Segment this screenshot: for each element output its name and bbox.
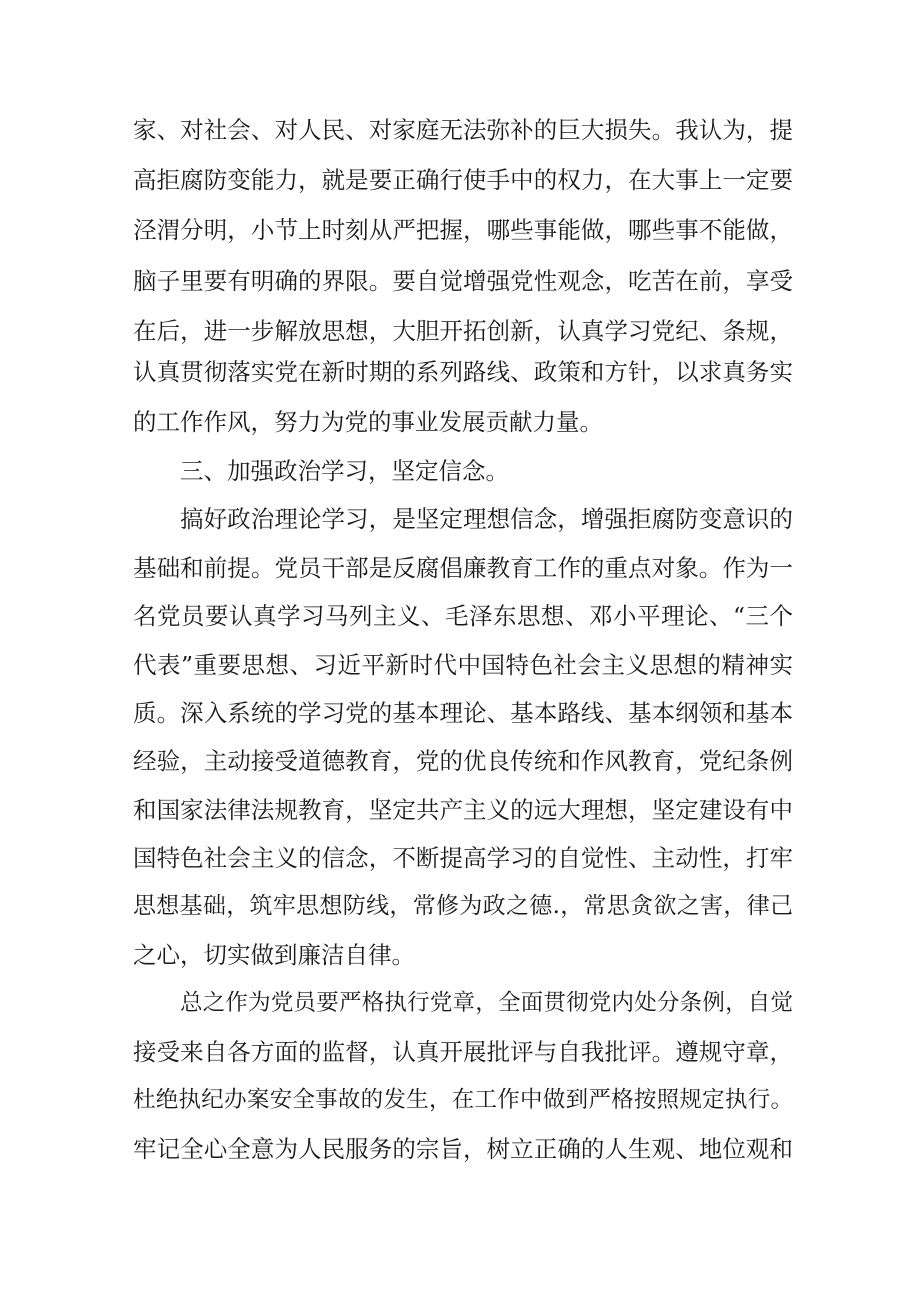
paragraph-2-line-3: 名党员要认真学习马列主义、毛泽东思想、邓小平理论、“三个: [133, 602, 793, 630]
paragraph-2-line-5: 质。深入系统的学习党的基本理论、基本路线、基本纲领和基本: [133, 699, 793, 727]
paragraph-2-line-1: 搞好政治理论学习，是坚定理想信念，增强拒腐防变意识的: [180, 505, 793, 533]
paragraph-1-line-6: 认真贯彻落实党在新时期的系列路线、政策和方针，以求真务实: [133, 358, 793, 386]
paragraph-1-line-1: 家、对社会、对人民、对家庭无法弥补的巨大损失。我认为，提: [133, 116, 793, 144]
paragraph-3-line-3: 杜绝执纪办案安全事故的发生，在工作中做到严格按照规定执行。: [133, 1087, 793, 1113]
paragraph-3-line-1: 总之作为党员要严格执行党章，全面贯彻党内处分条例，自觉: [180, 990, 793, 1016]
paragraph-1-line-5: 在后，进一步解放思想，大胆开拓创新，认真学习党纪、条规，: [133, 317, 793, 345]
paragraph-2-line-2: 基础和前提。党员干部是反腐倡廉教育工作的重点对象。作为一: [133, 554, 793, 582]
paragraph-2-line-8: 国特色社会主义的信念，不断提高学习的自觉性、主动性，打牢: [133, 844, 793, 872]
paragraph-2-line-9: 思想基础，筑牢思想防线，常修为政之德.，常思贪欲之害，律己: [133, 893, 793, 919]
paragraph-3-line-2: 接受来自各方面的监督，认真开展批评与自我批评。遵规守章，: [133, 1038, 793, 1066]
paragraph-3-line-4: 牢记全心全意为人民服务的宗旨，树立正确的人生观、地位观和: [133, 1135, 793, 1163]
paragraph-1-line-7: 的工作作风，努力为党的事业发展贡献力量。: [133, 408, 603, 436]
paragraph-1-line-3: 泾渭分明，小节上时刻从严把握，哪些事能做，哪些事不能做，: [133, 216, 793, 244]
paragraph-2-line-7: 和国家法律法规教育，坚定共产主义的远大理想，坚定建设有中: [133, 796, 793, 824]
section-heading: 三、加强政治学习，坚定信念。: [180, 457, 509, 485]
paragraph-1-line-4: 脑子里要有明确的界限。要自觉增强党性观念，吃苦在前，享受: [133, 267, 793, 295]
paragraph-1-line-2: 高拒腐防变能力，就是要正确行使手中的权力，在大事上一定要: [133, 166, 793, 194]
paragraph-2-line-4: 代表”重要思想、习近平新时代中国特色社会主义思想的精神实: [133, 651, 793, 679]
paragraph-2-line-10: 之心，切实做到廉洁自律。: [133, 941, 415, 969]
paragraph-2-line-6: 经验，主动接受道德教育，党的优良传统和作风教育，党纪条例: [133, 747, 793, 775]
